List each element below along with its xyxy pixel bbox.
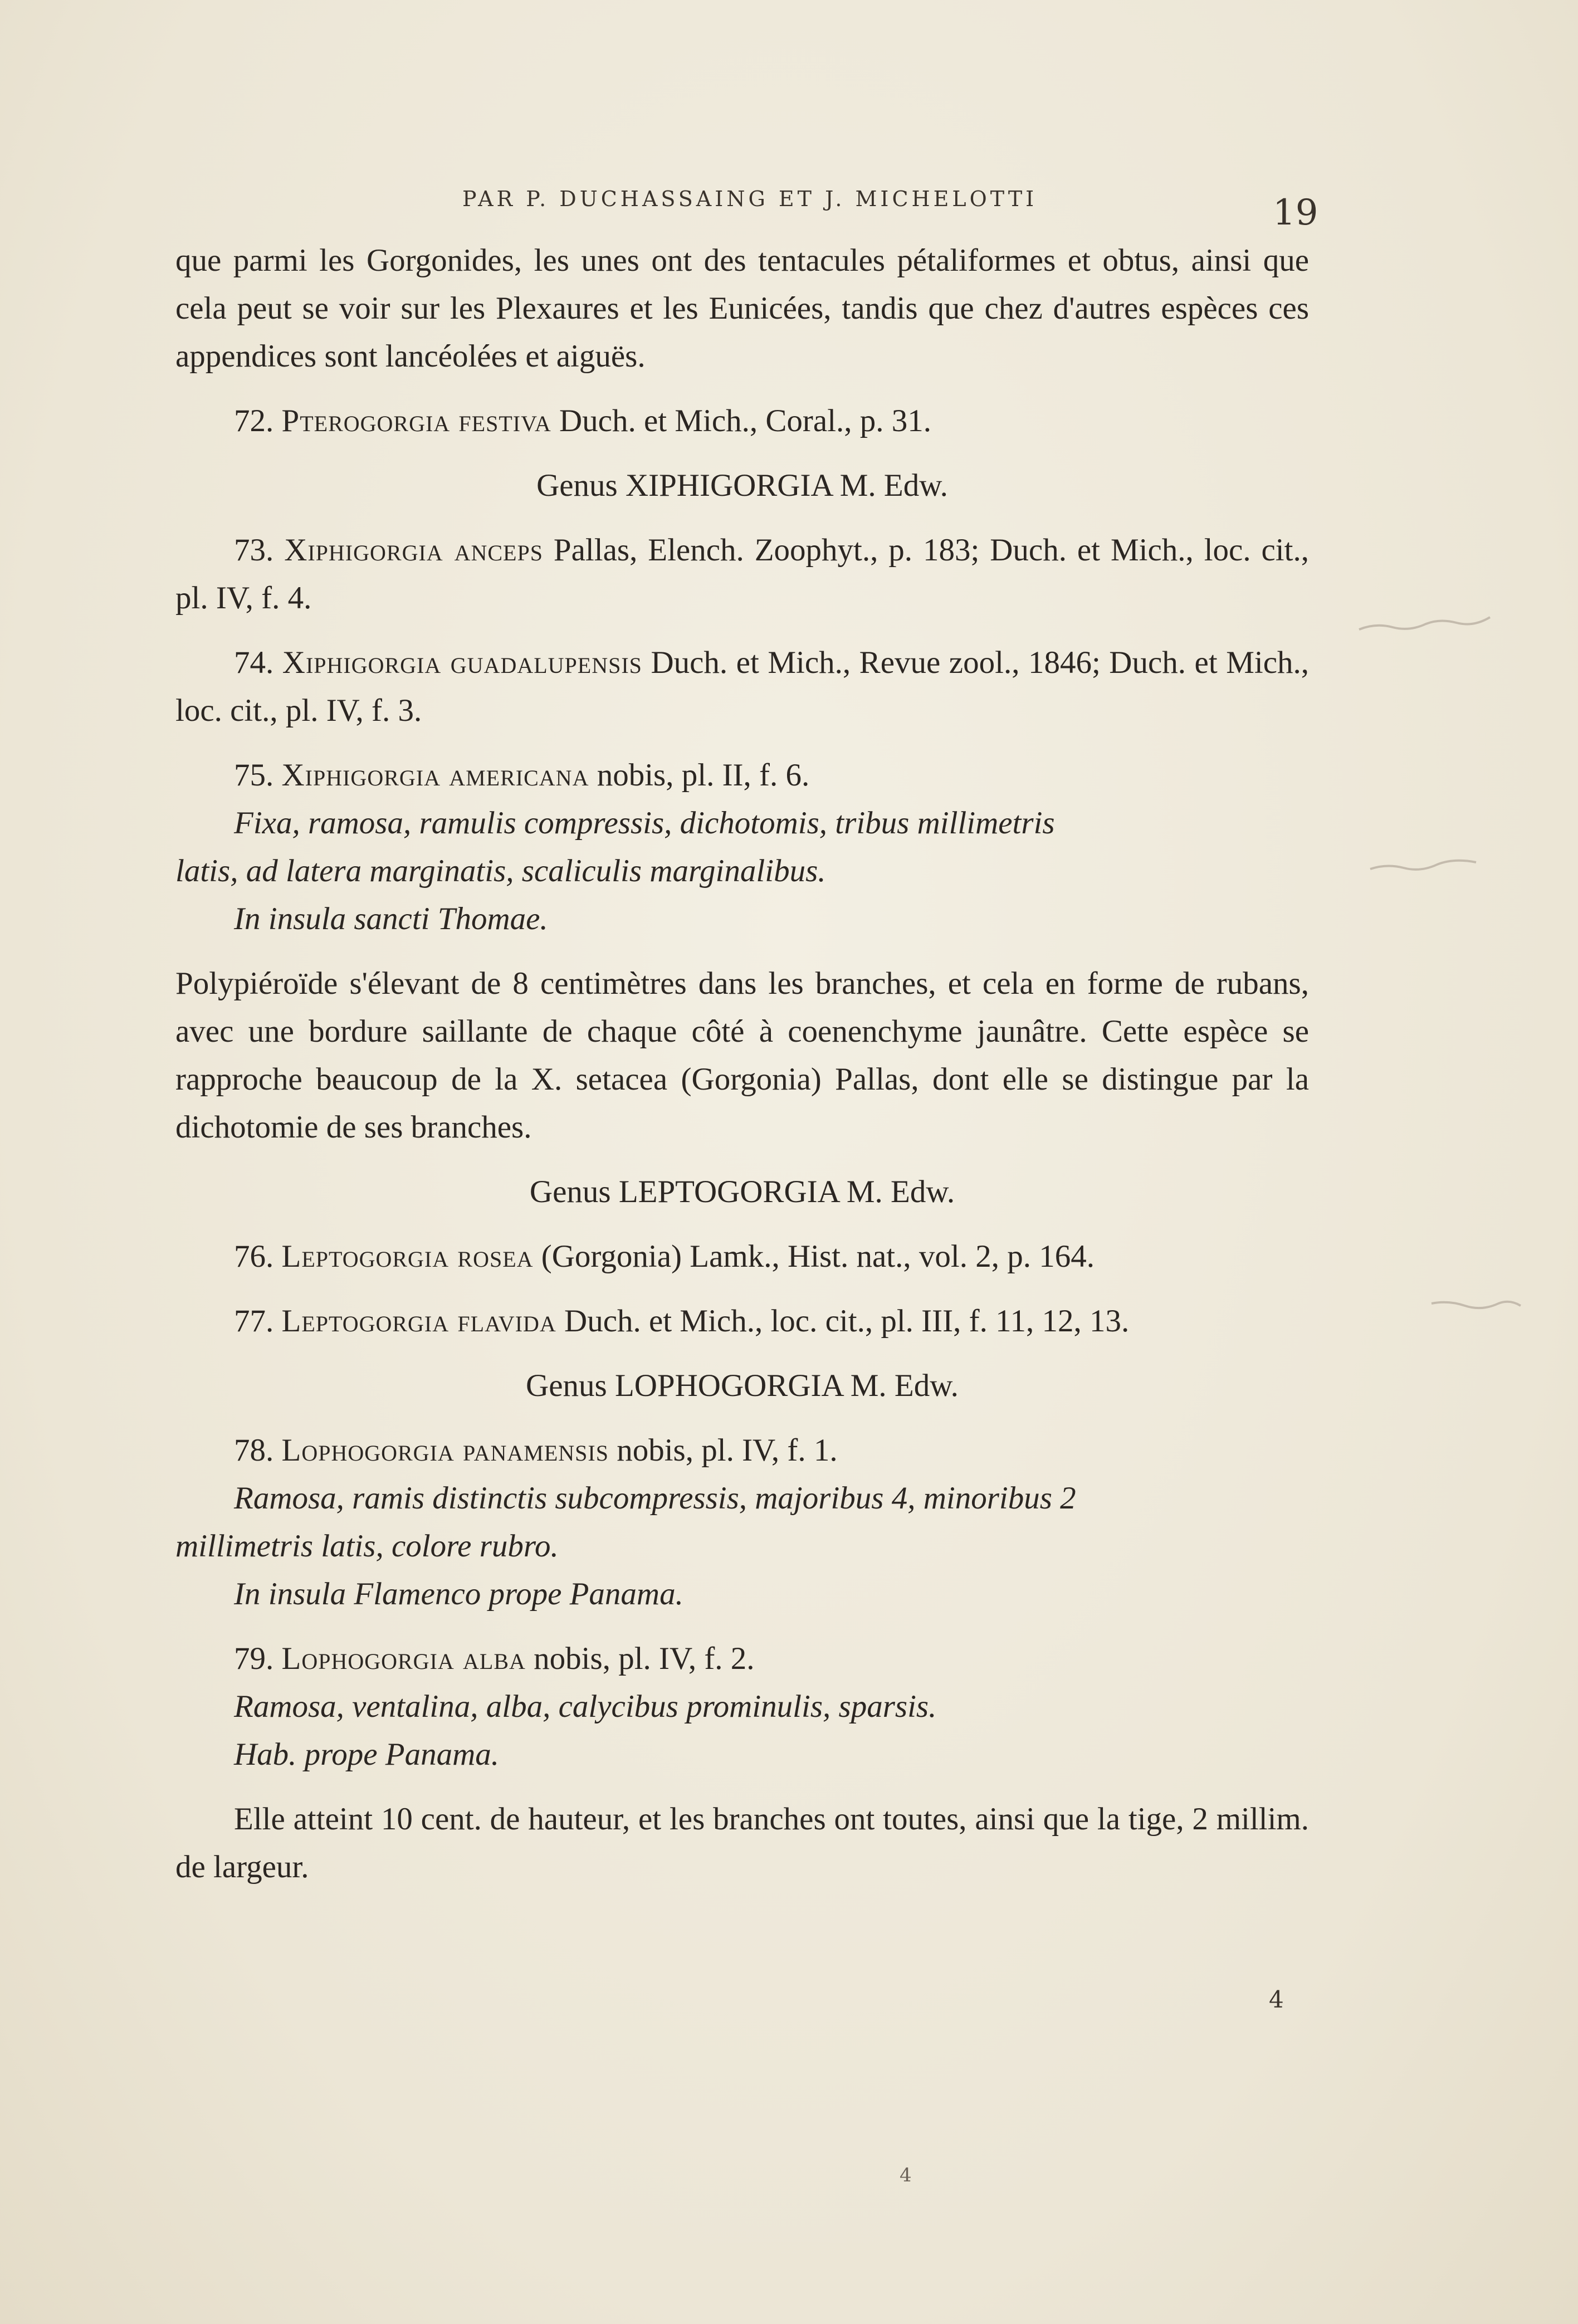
- entry-74: [175, 639, 1309, 735]
- page-number: 19: [1273, 192, 1318, 233]
- bottom-mark: 4: [900, 2164, 912, 2186]
- genus-heading-xiphigorgia: Genus XIPHIGORGIA M. Edw.: [536, 468, 948, 503]
- entry-number: 73.: [234, 533, 274, 568]
- entry-citation: nobis, pl. IV, f. 1.: [617, 1433, 838, 1468]
- locality: Hab. prope Panama.: [234, 1737, 500, 1772]
- entry-73: [175, 526, 1309, 622]
- entry-citation: (Gorgonia) Lamk., Hist. nat., vol. 2, p. 164.: [541, 1239, 1095, 1274]
- latin-diagnosis-cont: millimetris latis, colore rubro.: [175, 1529, 559, 1564]
- pencil-mark: [1432, 1302, 1521, 1308]
- species-name: Leptogorgia rosea: [281, 1239, 534, 1274]
- locality: In insula Flamenco prope Panama.: [234, 1576, 683, 1612]
- locality: In insula sancti Thomae.: [234, 901, 548, 936]
- closing-paragraph: Elle atteint 10 cent. de hauteur, et les branches ont toutes, ainsi que la tige, 2 millim. de largeur.: [175, 1801, 1309, 1884]
- species-name: Lophogorgia panamensis: [281, 1433, 609, 1468]
- entry-75: [175, 751, 1309, 799]
- latin-diagnosis: Ramosa, ventalina, alba, calycibus prominulis, sparsis.: [234, 1689, 937, 1724]
- pencil-mark: [1370, 861, 1476, 870]
- entry-number: 74.: [234, 645, 274, 680]
- entry-76: [175, 1233, 1309, 1281]
- entry-citation: Pallas, Elench. Zoophyt., p. 183; Duch. et Mich., loc. cit., pl. IV, f. 4.: [175, 533, 1309, 616]
- species-name: Lophogorgia alba: [281, 1641, 526, 1676]
- latin-diagnosis: Fixa, ramosa, ramulis compressis, dichotomis, tribus millimetris: [234, 805, 1055, 841]
- species-name: Xiphigorgia anceps: [284, 533, 543, 568]
- latin-diagnosis: Ramosa, ramis distinctis subcompressis, majoribus 4, minoribus 2: [234, 1481, 1076, 1516]
- entry-citation: Duch. et Mich., loc. cit., pl. III, f. 11, 12, 13.: [564, 1303, 1130, 1339]
- entry-citation: Duch. et Mich., Coral., p. 31.: [559, 403, 932, 438]
- entry-citation: nobis, pl. IV, f. 2.: [534, 1641, 755, 1676]
- running-head: PAR P. DUCHASSAING ET J. MICHELOTTI: [462, 187, 1038, 211]
- latin-diagnosis-cont: latis, ad latera marginatis, scaliculis marginalibus.: [175, 853, 826, 888]
- entry-number: 77.: [234, 1303, 274, 1339]
- text-body: [175, 237, 1309, 1891]
- species-name: Xiphigorgia americana: [281, 758, 589, 793]
- entry-number: 76.: [234, 1239, 274, 1274]
- entry-number: 72.: [234, 403, 274, 438]
- entry-number: 79.: [234, 1641, 274, 1676]
- entry-72: [175, 397, 1309, 445]
- genus-heading-leptogorgia: Genus LEPTOGORGIA M. Edw.: [529, 1174, 955, 1209]
- species-name: Xiphigorgia guadalupensis: [282, 645, 642, 680]
- species-name: Pterogorgia festiva: [281, 403, 551, 438]
- species-name: Leptogorgia flavida: [281, 1303, 556, 1339]
- entry-78: [175, 1427, 1309, 1475]
- entry-number: 78.: [234, 1433, 274, 1468]
- entry-77: [175, 1297, 1309, 1345]
- intro-paragraph: que parmi les Gorgonides, les unes ont des tentacules pétaliformes et obtus, ainsi que cela peut se voir sur les Plexaures et les Eunicées, tandis que chez d'autres espèces ces appendices sont lancéolées et aiguës.: [175, 243, 1309, 374]
- entry-citation: Duch. et Mich., Revue zool., 1846; Duch. et Mich., loc. cit., pl. IV, f. 3.: [175, 645, 1310, 728]
- entry-citation: nobis, pl. II, f. 6.: [597, 758, 810, 793]
- signature-mark: 4: [1269, 1986, 1284, 2013]
- genus-heading-lophogorgia: Genus LOPHOGORGIA M. Edw.: [526, 1368, 959, 1403]
- description-paragraph: Polypiéroïde s'élevant de 8 centimètres dans les branches, et cela en forme de rubans, avec une bordure saillante de chaque côté à coenenchyme jaunâtre. Cette espèce se rapproche beaucoup de la X. setacea (Gorgonia) Pallas, dont elle se distingue par la dichotomie de ses branches.: [175, 966, 1309, 1145]
- pencil-mark: [1359, 617, 1490, 629]
- entry-number: 75.: [234, 758, 274, 793]
- entry-79: [175, 1635, 1309, 1683]
